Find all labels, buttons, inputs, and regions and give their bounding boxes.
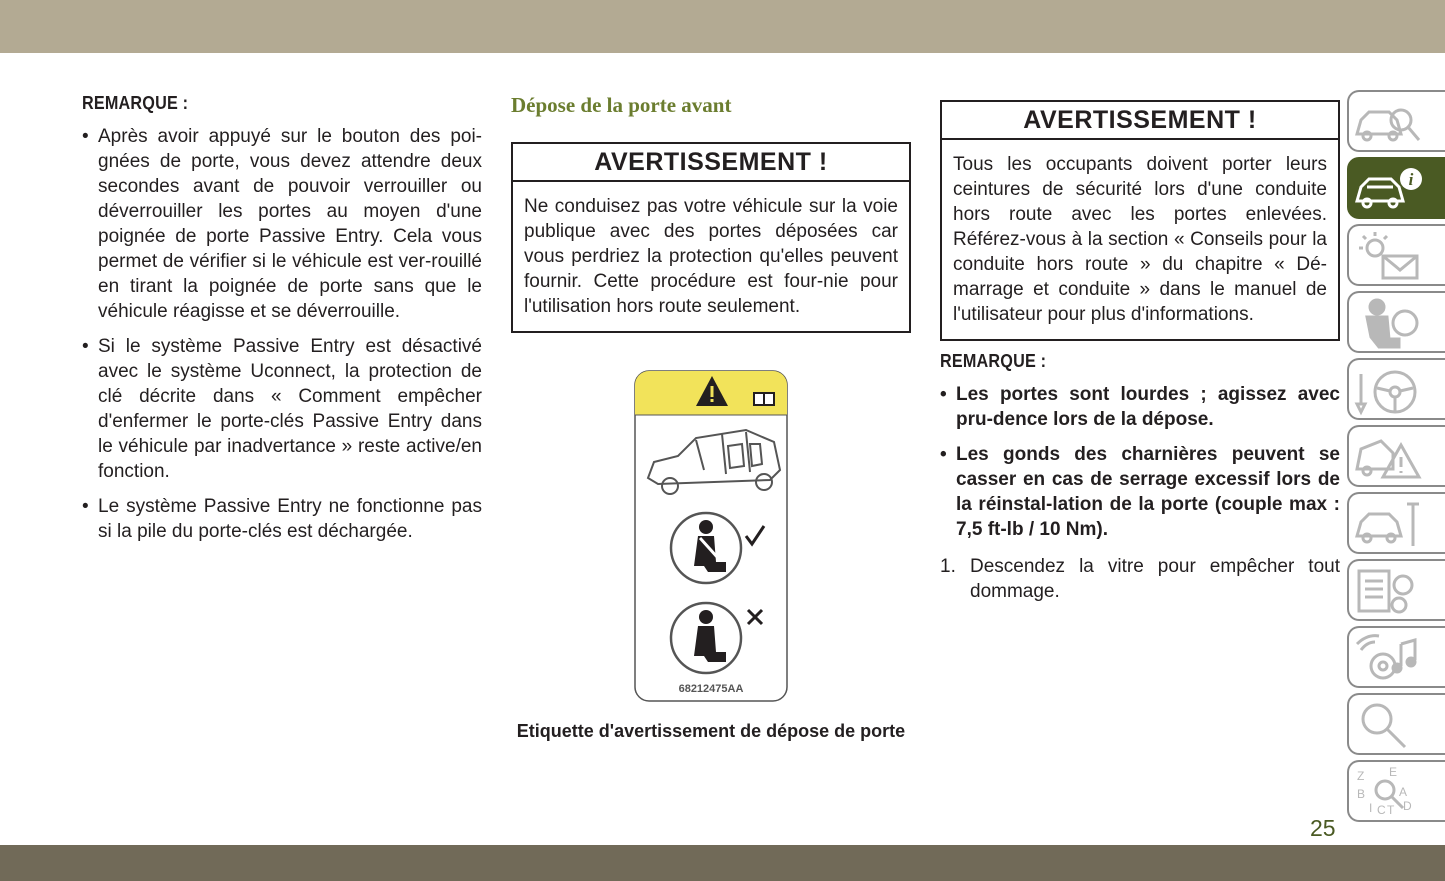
tab-car-hazard[interactable] (1347, 425, 1445, 487)
svg-text:I: I (1369, 801, 1373, 815)
warning-text: Ne conduisez pas votre véhicule sur la voie publique avec des portes déposées car vous perdriez la protection qu'elles peuvent fournir. Cette procédure est four-nie pour l'utilisation hors route seulement. (524, 196, 898, 317)
car-search-icon (1353, 96, 1423, 148)
list-item: • Les portes sont lourdes ; agissez avec pru-dence lors de la dépose. (940, 382, 1340, 432)
list-item: • Les gonds des charnières peuvent se casser en cas de serrage excessif lors de la réinstal-lation de la porte (couple max : 7,5 ft-lb / 10 Nm). (940, 442, 1340, 542)
car-wrench-icon (1353, 498, 1423, 550)
tab-search[interactable] (1347, 693, 1445, 755)
svg-text:Z: Z (1357, 769, 1365, 783)
tab-dashboard-lights[interactable] (1347, 224, 1445, 286)
multimedia-icon (1353, 632, 1423, 684)
right-column (940, 100, 1340, 604)
magnifier-icon (1353, 699, 1423, 751)
remark-list (82, 124, 482, 544)
step-text: Descendez la vitre pour empêcher tout dommage. (970, 556, 1340, 602)
list-item: • Le système Passive Entry ne fonctionne pas si la pile du porte-clés est déchargée. (82, 494, 482, 544)
page-number: 25 (1310, 815, 1336, 841)
remark-title: REMARQUE : (82, 93, 189, 113)
svg-text:C: C (1377, 803, 1386, 817)
list-item: • Si le système Passive Entry est désactivé avec le système Uconnect, la protection de clé décrite dans « Comment empêcher d'enfermer le porte-clés Passive Entry dans le véhicule par inadvertance » reste active/en fonction. (82, 334, 482, 484)
tab-index[interactable] (1347, 760, 1445, 822)
warning-title: AVERTISSEMENT ! (513, 144, 909, 182)
svg-text:B: B (1357, 787, 1366, 801)
svg-text:D: D (1403, 799, 1412, 813)
tab-multimedia[interactable] (1347, 626, 1445, 688)
airbag-seatbelt-icon (1353, 297, 1423, 349)
figure-caption: Etiquette d'avertissement de dépose de porte (516, 721, 906, 741)
car-info-icon (1353, 163, 1423, 215)
svg-text:E: E (1389, 766, 1398, 779)
remark-list (940, 382, 1340, 542)
section-title: Dépose de la porte avant (511, 93, 732, 117)
step-number: 1. (940, 556, 956, 577)
middle-column (511, 93, 911, 333)
left-column (82, 93, 482, 554)
list-item: • Après avoir appuyé sur le bouton des poi-gnées de porte, vous devez attendre deux secondes avant de pouvoir verrouiller ou déverrouiller les portes au moyen d'une poignée de porte Passive Entry. Cela vous permet de vérifier si le véhicule est ver-rouillé en tirant la poignée de porte sans que le véhicule réagisse et se déverrouille. (82, 124, 482, 324)
tab-car-search[interactable] (1347, 90, 1445, 152)
label-code: 68212475AA (678, 683, 744, 695)
tab-specs[interactable] (1347, 559, 1445, 621)
car-hazard-icon (1353, 431, 1423, 483)
tab-car-info[interactable] (1347, 157, 1445, 219)
warning-text: Tous les occupants doivent porter leurs ceintures de sécurité lors d'une conduite hors route avec les portes enlevées. Référez-vous à la section « Conseils pour la conduite hors route » du chapitre « Dé-marrage et conduite » dans le manuel de l'utilisateur pour plus d'informations. (953, 154, 1327, 325)
dashboard-lights-message-icon (1353, 230, 1423, 282)
index-letters-icon (1353, 766, 1423, 818)
specs-gears-icon (1353, 565, 1423, 617)
top-band (0, 0, 1445, 53)
svg-text:i: i (1408, 170, 1414, 189)
remark-title: REMARQUE : (940, 351, 1047, 371)
steering-wheel-key-icon (1353, 364, 1423, 416)
warning-box (511, 142, 911, 333)
door-warning-label (634, 370, 788, 702)
tab-car-wrench[interactable] (1347, 492, 1445, 554)
tab-steering-wheel[interactable] (1347, 358, 1445, 420)
bottom-band (0, 845, 1445, 881)
warning-box (940, 100, 1340, 341)
svg-text:A: A (1399, 785, 1408, 799)
warning-title: AVERTISSEMENT ! (942, 102, 1338, 140)
manual-book-icon (753, 392, 775, 406)
step-item (940, 554, 1340, 604)
tab-airbag-seatbelt[interactable] (1347, 291, 1445, 353)
svg-text:T: T (1387, 803, 1395, 817)
